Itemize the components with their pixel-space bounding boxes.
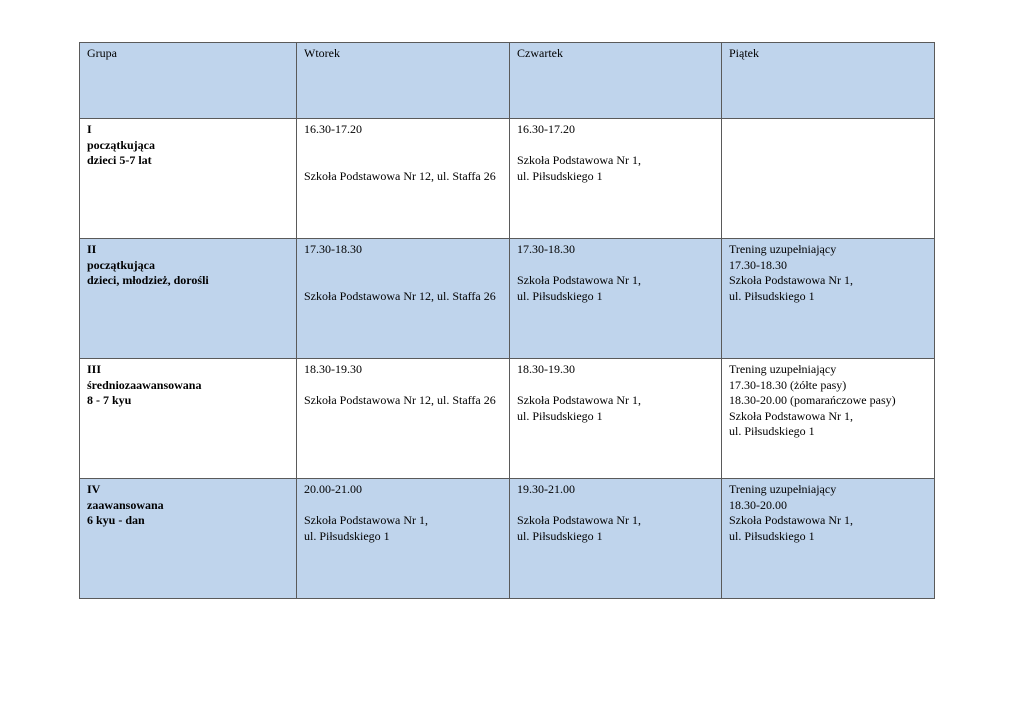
group-cell: [80, 119, 297, 239]
header-cell-group: Grupa: [80, 43, 297, 119]
group-audience: 6 kyu - dan: [87, 513, 145, 527]
friday-cell: [722, 479, 935, 599]
group-level: początkująca: [87, 137, 155, 152]
session-time: 18.30-20.00: [729, 497, 787, 512]
session-place: Szkoła Podstawowa Nr 1,: [517, 513, 641, 527]
group-audience: 8 - 7 kyu: [87, 393, 132, 407]
group-numeral: II: [87, 242, 97, 256]
session-place-street: ul. Piłsudskiego 1: [517, 288, 603, 303]
session-place: Szkoła Podstawowa Nr 1,: [729, 408, 853, 423]
tuesday-cell: [297, 239, 510, 359]
session-time: 19.30-21.00: [517, 482, 575, 496]
thursday-cell: [510, 119, 722, 239]
session-place-street: ul. Piłsudskiego 1: [517, 168, 603, 183]
session-time-alt: 18.30-20.00 (pomarańczowe pasy): [729, 393, 896, 407]
table-row: [80, 119, 935, 239]
session-time: 18.30-19.30: [517, 362, 575, 376]
header-cell-tuesday: Wtorek: [297, 43, 510, 119]
group-cell: [80, 359, 297, 479]
tuesday-cell: [297, 479, 510, 599]
table-row: [80, 359, 935, 479]
group-level: średniozaawansowana: [87, 377, 202, 392]
thursday-cell: [510, 359, 722, 479]
session-time: 16.30-17.20: [517, 122, 575, 136]
tuesday-cell: [297, 359, 510, 479]
group-level: zaawansowana: [87, 497, 164, 512]
group-audience: dzieci, młodzież, dorośli: [87, 273, 209, 287]
group-cell: [80, 239, 297, 359]
session-place: Szkoła Podstawowa Nr 12, ul. Staffa 26: [304, 393, 496, 407]
session-place: Szkoła Podstawowa Nr 1,: [304, 513, 428, 527]
session-place: Szkoła Podstawowa Nr 1,: [729, 273, 853, 287]
session-title: Trening uzupełniający: [729, 362, 837, 376]
table-row: [80, 479, 935, 599]
session-place: Szkoła Podstawowa Nr 1,: [517, 393, 641, 407]
thursday-cell: [510, 479, 722, 599]
session-time: 18.30-19.30: [304, 362, 362, 376]
session-title: Trening uzupełniający: [729, 242, 837, 256]
session-place: Szkoła Podstawowa Nr 12, ul. Staffa 26: [304, 168, 496, 183]
session-time: 17.30-18.30: [729, 257, 787, 272]
session-place: Szkoła Podstawowa Nr 1,: [517, 273, 641, 287]
group-numeral: IV: [87, 482, 101, 496]
thursday-cell: [510, 239, 722, 359]
session-place: Szkoła Podstawowa Nr 1,: [517, 153, 641, 167]
session-time: 17.30-18.30: [517, 242, 575, 256]
schedule-table: [79, 42, 935, 599]
group-cell: [80, 479, 297, 599]
header-cell-friday: Piątek: [722, 43, 935, 119]
session-time: 16.30-17.20: [304, 122, 362, 136]
session-place-street: ul. Piłsudskiego 1: [517, 408, 603, 423]
session-place-street: ul. Piłsudskiego 1: [729, 424, 815, 438]
session-place: Szkoła Podstawowa Nr 1,: [729, 513, 853, 527]
session-time: 17.30-18.30: [304, 242, 362, 256]
group-audience: dzieci 5-7 lat: [87, 153, 152, 167]
group-level: początkująca: [87, 257, 155, 272]
header-cell-thursday: Czwartek: [510, 43, 722, 119]
session-place: Szkoła Podstawowa Nr 12, ul. Staffa 26: [304, 288, 496, 303]
friday-cell: [722, 239, 935, 359]
group-numeral: I: [87, 122, 92, 136]
header-row: [80, 43, 935, 119]
table-row: [80, 239, 935, 359]
session-time: 20.00-21.00: [304, 482, 362, 496]
group-numeral: III: [87, 362, 102, 376]
tuesday-cell: [297, 119, 510, 239]
session-place-street: ul. Piłsudskiego 1: [517, 528, 603, 543]
session-place-street: ul. Piłsudskiego 1: [729, 288, 815, 303]
session-place-street: ul. Piłsudskiego 1: [304, 528, 390, 543]
friday-cell: [722, 359, 935, 479]
session-time: 17.30-18.30 (żółte pasy): [729, 377, 847, 392]
session-title: Trening uzupełniający: [729, 482, 837, 496]
session-place-street: ul. Piłsudskiego 1: [729, 528, 815, 543]
friday-cell: [722, 119, 935, 239]
